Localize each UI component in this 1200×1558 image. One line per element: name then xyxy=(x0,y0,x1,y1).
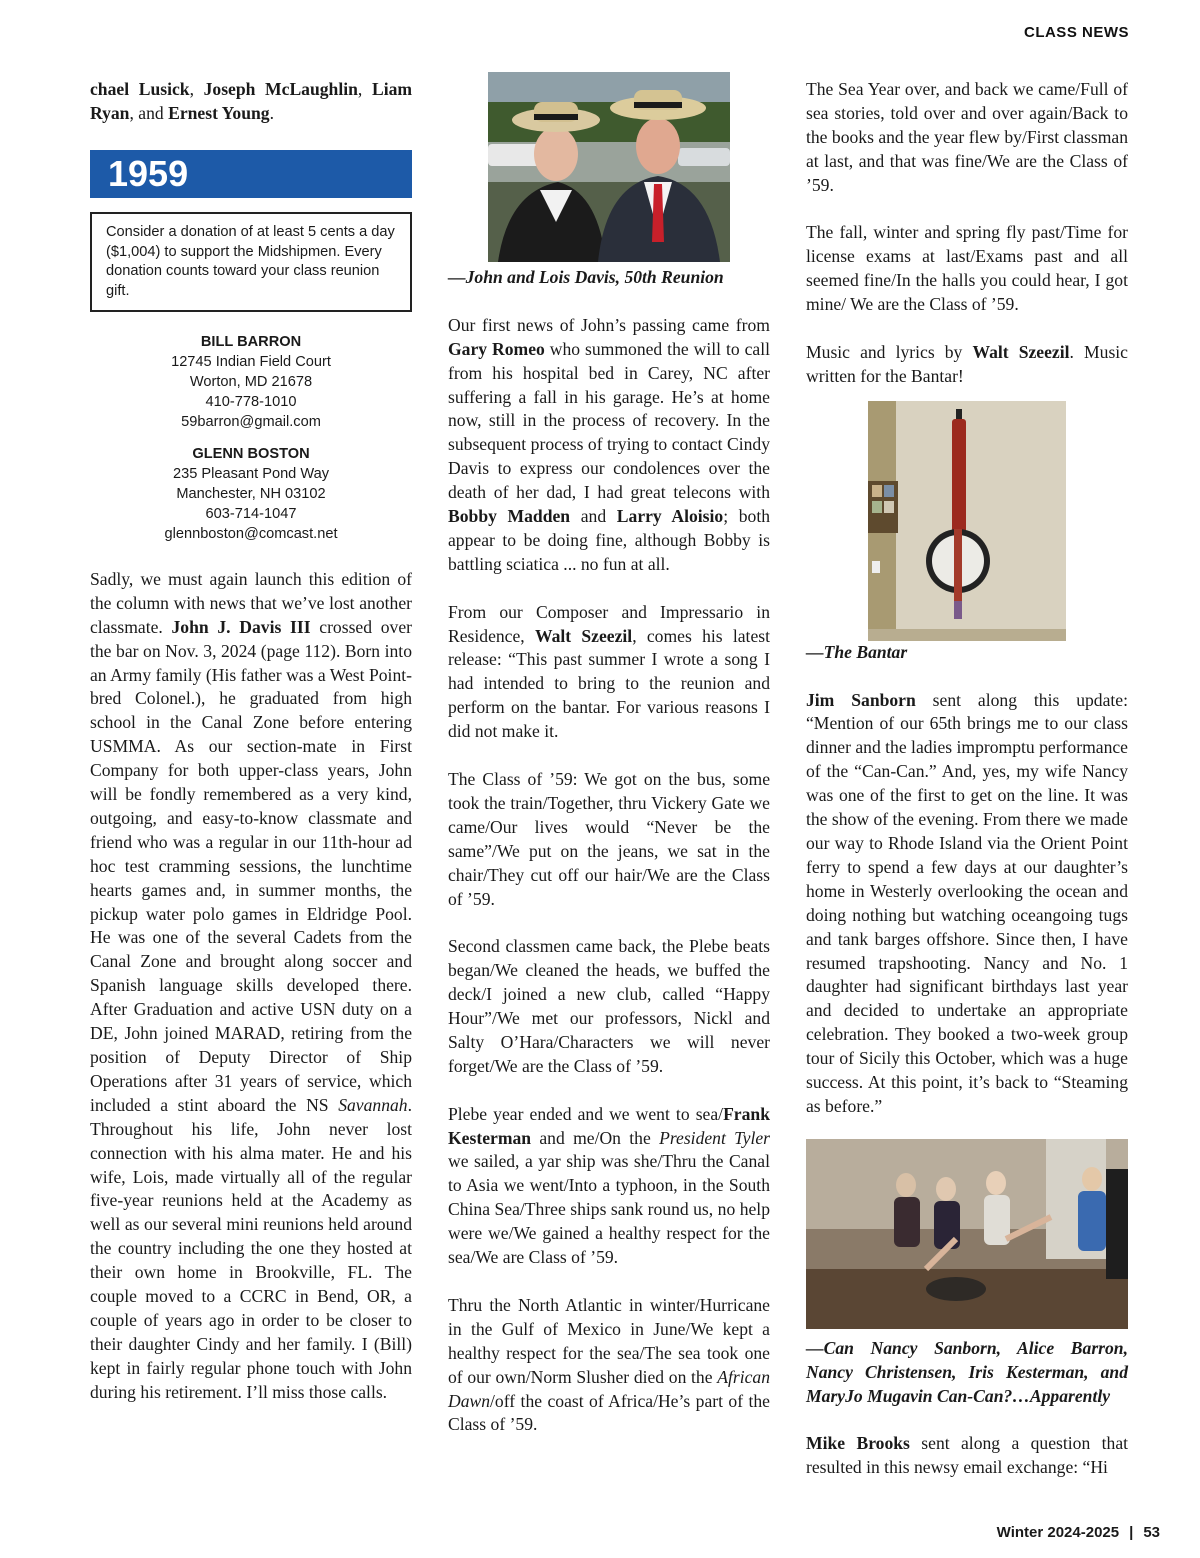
bold-name: Joseph McLaughlin xyxy=(203,79,358,99)
contact-phone: 410-778-1010 xyxy=(205,393,297,410)
text-run: . Music written for the Bantar! xyxy=(806,341,1128,386)
bold-name: Larry Aloisio xyxy=(616,506,724,527)
cancan-photo xyxy=(806,1139,1128,1329)
text-run: Sadly, we must again launch this edition of the column with news that we’ve lost another classmate. xyxy=(90,568,412,637)
footer-separator: | xyxy=(1129,1524,1134,1541)
contact-street: 12745 Indian Field Court xyxy=(171,353,331,370)
text-run: Music and lyrics by xyxy=(806,341,973,362)
body-paragraph xyxy=(448,314,770,577)
bantar-illustration xyxy=(868,401,1066,641)
contact-name: GLENN BOSTON xyxy=(192,445,310,462)
text-run: , comes his latest release: “This past summer I wrote a song I had intended to bring to the reunion and perform on the bantar. For various reasons I did not make it. xyxy=(448,625,770,742)
text-run: The Class of ’59: We got on the bus, some took the train/Together, thru Vickery Gate we came/Our lives would “Never be the same”/We put on the jeans, we sat in the chair/They cut off our hair/We are the Class of ’59. xyxy=(448,768,770,909)
text-run: /off the coast of Africa/He’s part of the Class of ’59. xyxy=(448,1390,770,1435)
donation-note: Consider a donation of at least 5 cents a day ($1,004) to support the Midshipmen. Every donation counts toward your class reunion gift. xyxy=(90,212,412,312)
text-run: sent along a question that resulted in this newsy email exchange: “Hi xyxy=(806,1433,1129,1478)
italic-title: Savannah xyxy=(338,1094,408,1115)
column-3 xyxy=(806,78,1128,1504)
bold-name: Bobby Madden xyxy=(448,506,571,527)
italic-title: President Tyler xyxy=(659,1127,770,1148)
bold-name: Ernest Young xyxy=(168,102,270,123)
text-run: The fall, winter and spring fly past/Time for license exams at last/Exams past and all seemed fine/In the halls you could hear, I got mine/ We are the Class of ’59. xyxy=(806,222,1128,315)
bold-name: chael Lusick xyxy=(90,79,190,99)
davis-photo-caption: —John and Lois Davis, 50th Reunion xyxy=(448,267,724,287)
body-paragraph xyxy=(806,689,1128,1119)
contact-phone: 603-714-1047 xyxy=(205,505,297,522)
bold-name: Mike Brooks xyxy=(806,1433,910,1454)
contact-name: BILL BARRON xyxy=(200,333,302,350)
lyrics-verse xyxy=(806,221,1128,317)
issue-label: Winter 2024-2025 xyxy=(996,1524,1120,1541)
contact-email[interactable]: 59barron@gmail.com xyxy=(181,413,321,430)
text-run: , xyxy=(189,79,204,99)
text-run: we sailed, a yar ship was she/Thru the Canal to Asia we went/Into a typhoon, in the South China Sea/Three ships sank round us, no help were we/We gained a healthy respect for the sea/We are Class of ’59. xyxy=(448,1151,770,1268)
text-run: who summoned the will to call from his hospital bed in Carey, NC after suffering a fall in his garage. He’s at home now, still in the process of recovery. In the subsequent process of trying to contact Cindy Davis to express our condolences over the death of her dad, I had great telecons with xyxy=(448,338,770,503)
bantar-caption: —The Bantar xyxy=(806,641,908,662)
bantar-photo xyxy=(868,401,1066,641)
contact-email[interactable]: glennboston@comcast.net xyxy=(164,525,338,542)
text-run: . Throughout his life, John never lost connection with his alma mater. He and his wife, Lois, made virtually all of the regular five-year reunions held at the Academy as well as our several mini reunions held around the country including the one they hosted at their own home in Brookville, FL. The couple moved to a CCRC in Bend, OR, a couple of years ago in order to be closer to their daughter Cindy and her family. I (Bill) kept in fairly regular phone touch with John during his retirement. I’ll miss those calls. xyxy=(90,1094,412,1402)
bold-name: Walt Szeezil xyxy=(972,341,1070,362)
bold-name: Frank Kesterman xyxy=(448,1103,770,1148)
text-run: From our Composer and Impressario in Residence, xyxy=(448,601,770,646)
lyrics-verse xyxy=(448,1103,770,1270)
text-run: The Sea Year over, and back we came/Full of sea stories, told over and over again/Back to the books and the year flew by/First classman at last, and that was fine/We are the Class of ’59. xyxy=(806,79,1128,195)
text-run: and xyxy=(570,506,617,527)
page-number: 53 xyxy=(1143,1524,1160,1541)
bold-name: John J. Davis III xyxy=(171,616,311,637)
text-run: , and xyxy=(129,102,169,123)
contact-city: Manchester, NH 03102 xyxy=(176,485,326,502)
text-run: Our first news of John’s passing came from xyxy=(448,314,770,335)
body-paragraph xyxy=(806,341,1128,389)
text-run: sent along this update: “Mention of our 65th brings me to our class dinner and the ladies impromptu performance of the “Can-Can.” And, yes, my wife Nancy was one of the first to get on the line. It was the show of the evening. From there we made our way to Rhode Island via the Orient Point ferry to spend a few days at our daughter’s home in Westerly overlooking the ocean and doing nothing but watching oceangoing tugs and tank barges offshore. Since then, I have resumed trapshooting. Nancy and No. 1 daughter had significant birthdays last year and decided to undertake an appropriate celebration. They booked a two-week group tour of Sicily this October, which was a huge success. At this point, it’s back to “Steaming as before.” xyxy=(806,689,1128,1116)
lyrics-verse xyxy=(448,768,770,911)
section-label: CLASS NEWS xyxy=(1023,24,1129,41)
lyrics-verse xyxy=(448,935,770,1078)
bold-name: Liam Ryan xyxy=(90,79,413,123)
text-run: Second classmen came back, the Plebe beats began/We cleaned the heads, we buffed the deck/I joined a new club, called “Happy Hour”/We met our professors, Nickl and Salty O’Hara/Characters we will never forget/We are the Class of ’59. xyxy=(448,936,770,1076)
cancan-caption: —Can Nancy Sanborn, Alice Barron, Nancy Christensen, Iris Kesterman, and MaryJo Mugavin Can-Can?…Apparently xyxy=(806,1337,1128,1406)
page-footer xyxy=(997,1524,1160,1541)
contact-card xyxy=(90,332,412,432)
bold-name: Gary Romeo xyxy=(448,338,545,359)
text-run: crossed over the bar on Nov. 3, 2024 (page 112). Born into an Army family (His father was a West Point-bred Colonel.), he graduated from high school in the Canal Zone before entering USMMA. As our section-mate in First Company for both upper-class years, John will be fondly remembered as a very kind, outgoing, and easy-to-know classmate and friend who was a regular in our 11th-hour ad hoc test cramming sessions, the lunchtime hearts games and, in summer months, the pickup water polo games in Eldridge Pool. He was one of the several Cadets from the Canal Zone and brought along soccer and Spanish language skills developed there. After Graduation and active USN duty on a DE, John joined MARAD, retiring from the position of Deputy Director of Ship Operations after 31 years of service, which included a stint aboard the NS xyxy=(90,616,412,1115)
cancan-illustration xyxy=(806,1139,1128,1329)
text-run: . xyxy=(269,102,274,123)
column-2 xyxy=(448,78,770,1461)
contact-street: 235 Pleasant Pond Way xyxy=(172,465,330,482)
davis-photo-illustration xyxy=(488,72,730,262)
class-year-banner: 1959 xyxy=(90,150,412,198)
contact-card xyxy=(90,444,412,544)
lyrics-verse xyxy=(806,78,1128,198)
text-run: and me/On the xyxy=(531,1127,660,1148)
body-paragraph xyxy=(90,568,412,1405)
italic-title: African Dawn xyxy=(448,1366,770,1411)
contact-city: Worton, MD 21678 xyxy=(189,373,313,390)
davis-reunion-photo xyxy=(488,72,730,262)
body-paragraph xyxy=(448,601,770,744)
body-paragraph xyxy=(806,1432,1128,1480)
text-run: Plebe year ended and we went to sea/ xyxy=(448,1103,724,1124)
intro-paragraph xyxy=(90,78,412,126)
bold-name: Jim Sanborn xyxy=(806,689,916,710)
bold-name: Walt Szeezil xyxy=(534,625,633,646)
text-run: , xyxy=(357,79,372,99)
column-1 xyxy=(90,78,412,1429)
lyrics-verse xyxy=(448,1294,770,1437)
text-run: ; both appear to be doing fine, although Bobby is battling sciatica ... no fun at all. xyxy=(448,506,770,574)
text-run: Thru the North Atlantic in winter/Hurricane in the Gulf of Mexico in June/We kept a healthy respect for the sea/The sea took one of our own/Norm Slusher died on the xyxy=(448,1294,770,1387)
